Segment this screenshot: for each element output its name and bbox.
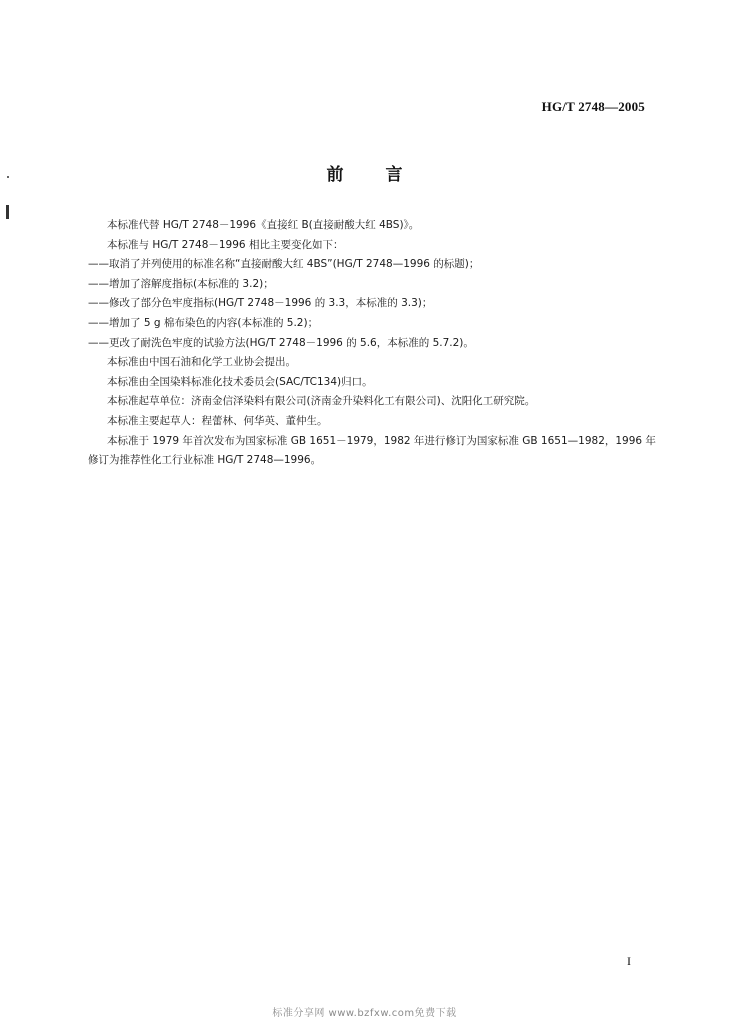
paragraph-drafters: 本标准主要起草人：程蕾林、何华英、董仲生。	[107, 414, 328, 427]
paragraph-history: 本标准于 1979 年首次发布为国家标准 GB 1651－1979，1982 年进行修订为国家标准 GB 1651—1982，1996 年修订为推荐性化工行业标准 HG/T 2748—1996。	[88, 434, 656, 467]
scan-artifact-mark	[6, 205, 9, 219]
paragraph-changes-intro: 本标准与 HG/T 2748－1996 相比主要变化如下：	[107, 238, 344, 251]
foreword-body	[88, 216, 658, 471]
document-code: HG/T 2748—2005	[541, 99, 645, 114]
footer-watermark: 标准分享网 www.bzfxw.com免费下载	[272, 1008, 457, 1019]
change-item: ——增加了溶解度指标(本标准的 3.2)；	[88, 277, 274, 290]
paragraph-centralizer: 本标准由全国染料标准化技术委员会(SAC/TC134)归口。	[107, 375, 373, 388]
page-number: I	[627, 954, 631, 968]
change-item: ——修改了部分色牢度指标(HG/T 2748－1996 的 3.3，本标准的 3.3)；	[88, 297, 433, 310]
change-item: ——取消了并列使用的标准名称“直接耐酸大红 4BS”(HG/T 2748—1996 的标题)；	[88, 258, 480, 271]
paragraph-drafting-units: 本标准起草单位：济南金信泽染料有限公司(济南金升染料化工有限公司)、沈阳化工研究院。	[107, 395, 536, 408]
change-item: ——更改了耐洗色牢度的试验方法(HG/T 2748－1996 的 5.6，本标准的 5.7.2)。	[88, 336, 474, 349]
paragraph-proposer: 本标准由中国石油和化学工业协会提出。	[107, 356, 296, 369]
change-item: ——增加了 5 g 棉布染色的内容(本标准的 5.2)；	[88, 316, 319, 329]
page-title: 前言	[326, 165, 445, 185]
paragraph-replaces: 本标准代替 HG/T 2748－1996《直接红 B(直接耐酸大红 4BS)》。	[107, 219, 420, 231]
